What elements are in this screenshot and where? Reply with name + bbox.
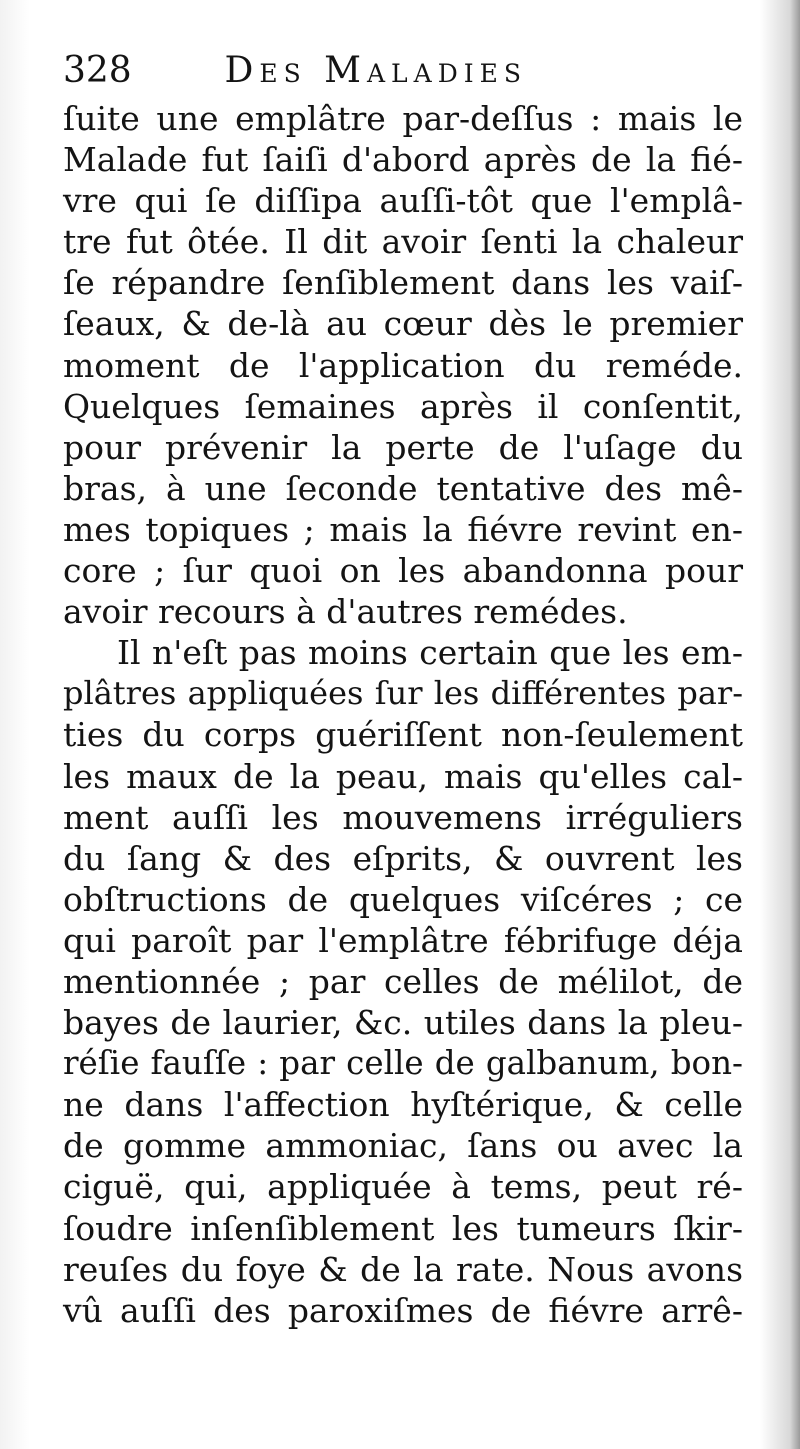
- text-line: du ſang & des eſprits, & ouvrent les: [63, 838, 743, 878]
- text-line: reuſes du foye & de la rate. Nous avons: [63, 1249, 743, 1289]
- text-line: Quelques ſemaines après il conſentit,: [63, 386, 743, 426]
- text-line: qui paroît par l'emplâtre fébrifuge déja: [63, 920, 743, 960]
- text-line: ciguë, qui, appliquée à tems, peut ré-: [63, 1167, 743, 1207]
- text-line: mes topiques ; mais la fiévre revint en-: [63, 509, 743, 549]
- text-line: bras, à une ſeconde tentative des mê-: [63, 468, 743, 508]
- text-line: plâtres appliquées ſur les différentes par-: [63, 674, 743, 713]
- text-line: Malade fut ſaiſi d'abord après de la fié-: [63, 140, 743, 180]
- text-line: les maux de la peau, mais qu'elles cal-: [63, 756, 743, 796]
- text-line: ment auſſi les mouvemens irréguliers: [63, 797, 743, 837]
- body-text: [63, 98, 743, 1331]
- running-title: Des Maladies: [224, 50, 528, 91]
- text-line: ties du corps guériſſent non-ſeulement: [63, 715, 743, 755]
- text-line: ſuite une emplâtre par-deſſus : mais le: [63, 99, 743, 138]
- text-line: moment de l'application du reméde.: [63, 345, 743, 385]
- text-line: Il n'eſt pas moins certain que les em-: [117, 633, 743, 673]
- text-line: avoir recours à d'autres remédes.: [63, 592, 628, 632]
- text-line: ne dans l'affection hyſtérique, & celle: [63, 1085, 743, 1125]
- text-line: de gomme ammoniac, ſans ou avec la: [63, 1126, 743, 1166]
- page-header: [63, 46, 763, 96]
- text-line: vre qui ſe diſſipa auſſi-tôt que l'emplâ-: [63, 181, 743, 221]
- text-line: bayes de laurier, &c. utiles dans la pleu-: [63, 1003, 743, 1043]
- text-line: vû auſſi des paroxiſmes de fiévre arrê-: [63, 1290, 743, 1330]
- text-line: mentionnée ; par celles de mélilot, de: [63, 961, 743, 1001]
- text-line: core ; ſur quoi on les abandonna pour: [63, 551, 743, 591]
- text-line: ſeaux, & de-là au cœur dès le premier: [63, 304, 743, 344]
- page-number: 328: [63, 50, 132, 91]
- paragraph: [63, 632, 743, 1331]
- text-line: tre fut ôtée. Il dit avoir ſenti la chaleur: [63, 222, 743, 262]
- text-line: réſie fauſſe : par celle de galbanum, bon-: [63, 1044, 743, 1083]
- text-line: pour prévenir la perte de l'uſage du: [63, 427, 743, 467]
- text-line: ſe répandre ſenſiblement dans les vaiſ-: [63, 263, 743, 303]
- text-line: obſtructions de quelques viſcéres ; ce: [63, 879, 743, 919]
- paragraph: [63, 98, 743, 632]
- text-line: ſoudre inſenſiblement les tumeurs ſkir-: [63, 1208, 743, 1248]
